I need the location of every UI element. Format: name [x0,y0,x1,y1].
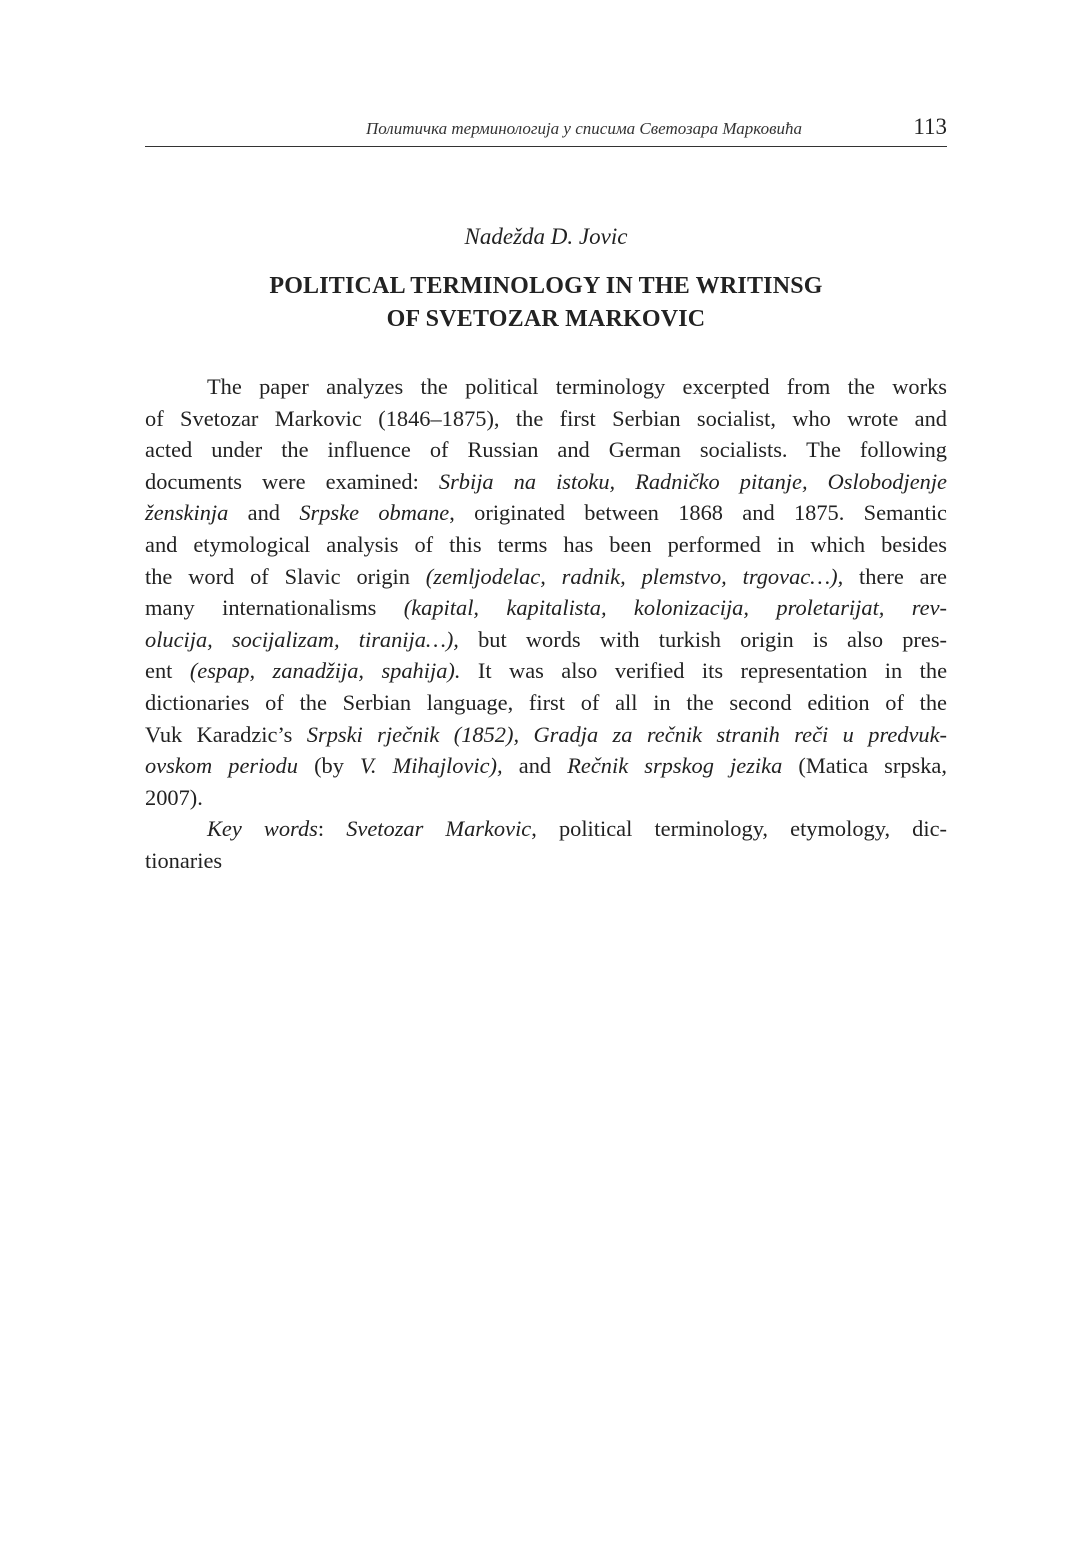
abstract-line-9: olucija, socijalizam, tiranija…), but words with turkish origin is also pres- [145,626,947,652]
abstract-line-14: 2007). [145,784,203,810]
abstract-line-4: documents were examined: Srbija na istoku, Radničko pitanje, Oslobodjenje [145,468,947,494]
keyword-name: Svetozar Markovic [346,816,532,842]
abstract [145,371,947,877]
keywords-line-2: tionaries [145,847,223,873]
abstract-line-3: acted under the influence of Russian and German socialists. The following [145,437,947,463]
abstract-line-8: many internationalisms (kapital, kapitalista, kolonizacija, proletarijat, rev- [145,595,947,621]
abstract-line-12: Vuk Karadzic’s Srpski rječnik (1852), Gradja za rečnik stranih reči u predvuk- [145,721,947,747]
keywords-line-1: Key words: Svetozar Markovic, political terminology, etymology, dic- [207,816,947,842]
running-title: Политичка терминологија у списима Светозара Марковића [365,119,802,138]
author-name: Nadežda D. Jovic [464,224,628,249]
abstract-line-7: the word of Slavic origin (zemljodelac, radnik, plemstvo, trgovac…), there are [145,563,947,589]
abstract-line-10: ent (espap, zanadžija, spahija). It was also verified its representation in the [145,658,948,684]
title-line-2: OF SVETOZAR MARKOVIC [386,306,706,332]
abstract-line-13: ovskom periodu (by V. Mihajlovic), and Rečnik srpskog jezika (Matica srpska, [145,753,947,779]
abstract-line-2: of Svetozar Markovic (1846–1875), the first Serbian socialist, who wrote and [145,405,947,431]
page-number: 113 [913,114,947,139]
running-header [145,116,947,147]
abstract-line-5: ženskinja and Srpske obmane, originated between 1868 and 1875. Semantic [145,500,947,526]
abstract-line-11: dictionaries of the Serbian language, first of all in the second edition of the [145,689,947,715]
article-title [145,270,947,336]
abstract-line-6: and etymological analysis of this terms has been performed in which besides [145,531,947,557]
keywords-label: Key words [207,816,318,842]
abstract-line-1: The paper analyzes the political terminology excerpted from the works [207,374,947,399]
title-line-1: POLITICAL TERMINOLOGY IN THE WRITINSG [269,273,823,299]
